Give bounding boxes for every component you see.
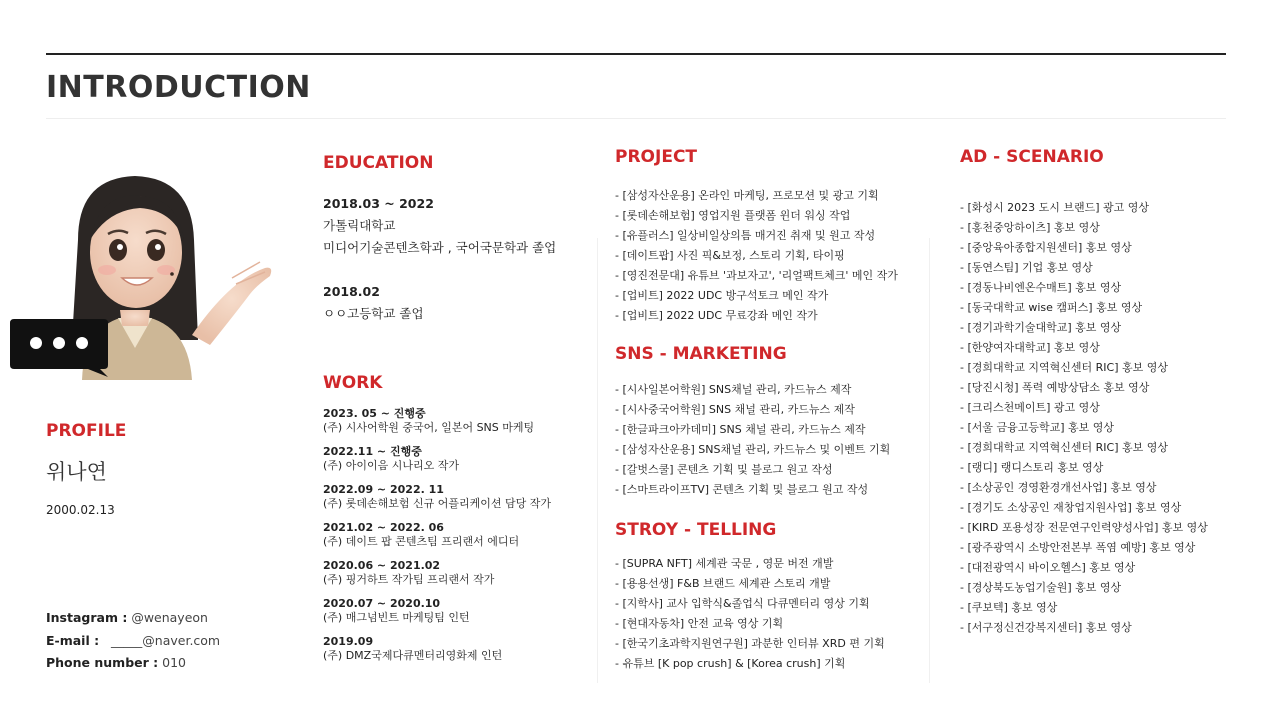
list-item: - [중앙육아종합지원센터] 홍보 영상 bbox=[960, 241, 1132, 254]
work-heading: WORK bbox=[323, 373, 383, 393]
education-list bbox=[323, 193, 556, 325]
storytelling-list bbox=[615, 554, 885, 674]
ad-scenario-list bbox=[960, 198, 1208, 638]
page-title: INTRODUCTION bbox=[46, 70, 311, 105]
list-item: - [화성시 2023 도시 브랜드] 광고 영상 bbox=[960, 201, 1150, 214]
work-item: 2022.11 ~ 진행중 (주) 아이이음 시나리오 작가 bbox=[323, 445, 459, 472]
list-item: - [스마트라이프TV] 콘텐츠 기획 및 블로그 원고 작성 bbox=[615, 483, 869, 496]
list-item: - [KIRD 포용성장 전문연구인력양성사업] 홍보 영상 bbox=[960, 521, 1208, 534]
project-list bbox=[615, 186, 898, 326]
storytelling-heading: STROY - TELLING bbox=[615, 520, 777, 540]
work-item: 2019.09 (주) DMZ국제다큐멘터리영화제 인턴 bbox=[323, 635, 503, 662]
list-item: - [삼성자산운용] SNS채널 관리, 카드뉴스 및 이벤트 기획 bbox=[615, 443, 891, 456]
list-item: - [경기과학기술대학교] 홍보 영상 bbox=[960, 321, 1122, 334]
list-item: - [소상공인 경영환경개선사업] 홍보 영상 bbox=[960, 481, 1157, 494]
list-item: - [데이트팝] 사진 픽&보정, 스토리 기획, 타이핑 bbox=[615, 249, 845, 262]
list-item: - [현대자동차] 안전 교육 영상 기획 bbox=[615, 617, 784, 630]
list-item: - [경희대학교 지역혁신센터 RIC] 홍보 영상 bbox=[960, 441, 1168, 454]
contact-phone: Phone number : 010 bbox=[46, 655, 186, 670]
list-item: - [롯데손해보험] 영업지원 플랫폼 윈더 워싱 작업 bbox=[615, 209, 851, 222]
list-item: - [시사중국어학원] SNS 채널 관리, 카드뉴스 제작 bbox=[615, 403, 855, 416]
education-heading: EDUCATION bbox=[323, 153, 434, 173]
list-item: - [한양여자대학교] 홍보 영상 bbox=[960, 341, 1100, 354]
list-item: - [지학사] 교사 입학식&졸업식 다큐멘터리 영상 기획 bbox=[615, 597, 870, 610]
list-item: - [쿠보텍] 홍보 영상 bbox=[960, 601, 1058, 614]
education-date: 2018.02 bbox=[323, 284, 380, 299]
list-item: - [시사일본어학원] SNS채널 관리, 카드뉴스 제작 bbox=[615, 383, 852, 396]
list-item: - [유플러스] 일상비일상의틈 매거진 취재 및 원고 작성 bbox=[615, 229, 876, 242]
work-item: 2020.07 ~ 2020.10 (주) 매그넘빈트 마케팅팀 인턴 bbox=[323, 597, 470, 624]
project-heading: PROJECT bbox=[615, 147, 698, 167]
contact-list bbox=[46, 607, 220, 675]
work-item: 2020.06 ~ 2021.02 (주) 핑거하트 작가팀 프리랜서 작가 bbox=[323, 559, 495, 586]
contact-email: E-mail : _____@naver.com bbox=[46, 632, 221, 648]
work-list bbox=[323, 407, 551, 673]
list-item: - [삼성자산운용] 온라인 마케팅, 프로모션 및 광고 기획 bbox=[615, 189, 879, 202]
profile-name: 위나연 bbox=[46, 460, 107, 484]
list-item: - [동연스팀] 기업 홍보 영상 bbox=[960, 261, 1093, 274]
phone-number: 010 bbox=[162, 655, 186, 670]
list-item: - [한글파크아카데미] SNS 채널 관리, 카드뉴스 제작 bbox=[615, 423, 866, 436]
list-item: - [한국기초과학지원연구원] 과분한 인터뷰 XRD 편 기획 bbox=[615, 637, 885, 650]
list-item: - [업비트] 2022 UDC 무료강좌 메인 작가 bbox=[615, 309, 818, 322]
list-item: - [경희대학교 지역혁신센터 RIC] 홍보 영상 bbox=[960, 361, 1168, 374]
list-item: - [경동나비엔온수매트] 홍보 영상 bbox=[960, 281, 1122, 294]
list-item: - [SUPRA NFT] 세계관 국문 , 영문 버전 개발 bbox=[615, 557, 834, 570]
list-item: - [당진시청] 폭력 예방상담소 홍보 영상 bbox=[960, 381, 1150, 394]
list-item: - [랭디] 랭디스토리 홍보 영상 bbox=[960, 461, 1104, 474]
list-item: - [용용선생] F&B 브랜드 세계관 스토리 개발 bbox=[615, 577, 831, 590]
ad-scenario-heading: AD - SCENARIO bbox=[960, 147, 1104, 167]
sns-heading: SNS - MARKETING bbox=[615, 344, 787, 364]
list-item: - [업비트] 2022 UDC 방구석토크 메인 작가 bbox=[615, 289, 829, 302]
education-school: 가톨릭대학교 bbox=[323, 218, 396, 233]
work-item: 2022.09 ~ 2022. 11 (주) 롯데손해보험 신규 어플리케이션 담당 작가 bbox=[323, 483, 551, 510]
education-school: ㅇㅇ고등학교 졸업 bbox=[323, 306, 424, 321]
list-item: - [대전광역시 바이오헬스] 홍보 영상 bbox=[960, 561, 1136, 574]
column-divider bbox=[929, 238, 930, 683]
list-item: - [홍천중앙하이츠] 홍보 영상 bbox=[960, 221, 1100, 234]
list-item: - [경상북도농업기술원] 홍보 영상 bbox=[960, 581, 1122, 594]
list-item: - [서울 금융고등학교] 홍보 영상 bbox=[960, 421, 1115, 434]
email-address[interactable]: _____@naver.com bbox=[111, 632, 221, 648]
column-divider bbox=[597, 238, 598, 683]
education-date: 2018.03 ~ 2022 bbox=[323, 196, 434, 211]
instagram-handle[interactable]: @wenayeon bbox=[131, 610, 208, 625]
list-item: - [크리스천메이트] 광고 영상 bbox=[960, 401, 1100, 414]
work-item: 2023. 05 ~ 진행중 (주) 시사어학원 중국어, 일본어 SNS 마케팅 bbox=[323, 407, 535, 434]
list-item: - [갈벗스쿨] 콘텐츠 기획 및 블로그 원고 작성 bbox=[615, 463, 833, 476]
contact-instagram: Instagram : @wenayeon bbox=[46, 610, 208, 625]
sns-list bbox=[615, 380, 890, 500]
title-divider bbox=[46, 118, 1226, 119]
list-item: - [영진전문대] 유튜브 '과보자고', '리얼팩트체크' 메인 작가 bbox=[615, 269, 898, 282]
chat-bubble-icon bbox=[10, 319, 110, 377]
profile-birthdate: 2000.02.13 bbox=[46, 503, 115, 517]
list-item: - [경기도 소상공인 재창업지원사업] 홍보 영상 bbox=[960, 501, 1182, 514]
profile-heading: PROFILE bbox=[46, 421, 127, 441]
list-item: - [서구정신건강복지센터] 홍보 영상 bbox=[960, 621, 1132, 634]
list-item: - 유튜브 [K pop crush] & [Korea crush] 기획 bbox=[615, 657, 846, 670]
work-item: 2021.02 ~ 2022. 06 (주) 데이트 팝 콘텐츠팀 프리랜서 에디터 bbox=[323, 521, 520, 548]
education-major: 미디어기술콘텐츠학과 , 국어국문학과 졸업 bbox=[323, 240, 557, 255]
top-rule bbox=[46, 53, 1226, 55]
list-item: - [동국대학교 wise 캠퍼스] 홍보 영상 bbox=[960, 301, 1143, 314]
list-item: - [광주광역시 소방안전본부 폭염 예방] 홍보 영상 bbox=[960, 541, 1196, 554]
